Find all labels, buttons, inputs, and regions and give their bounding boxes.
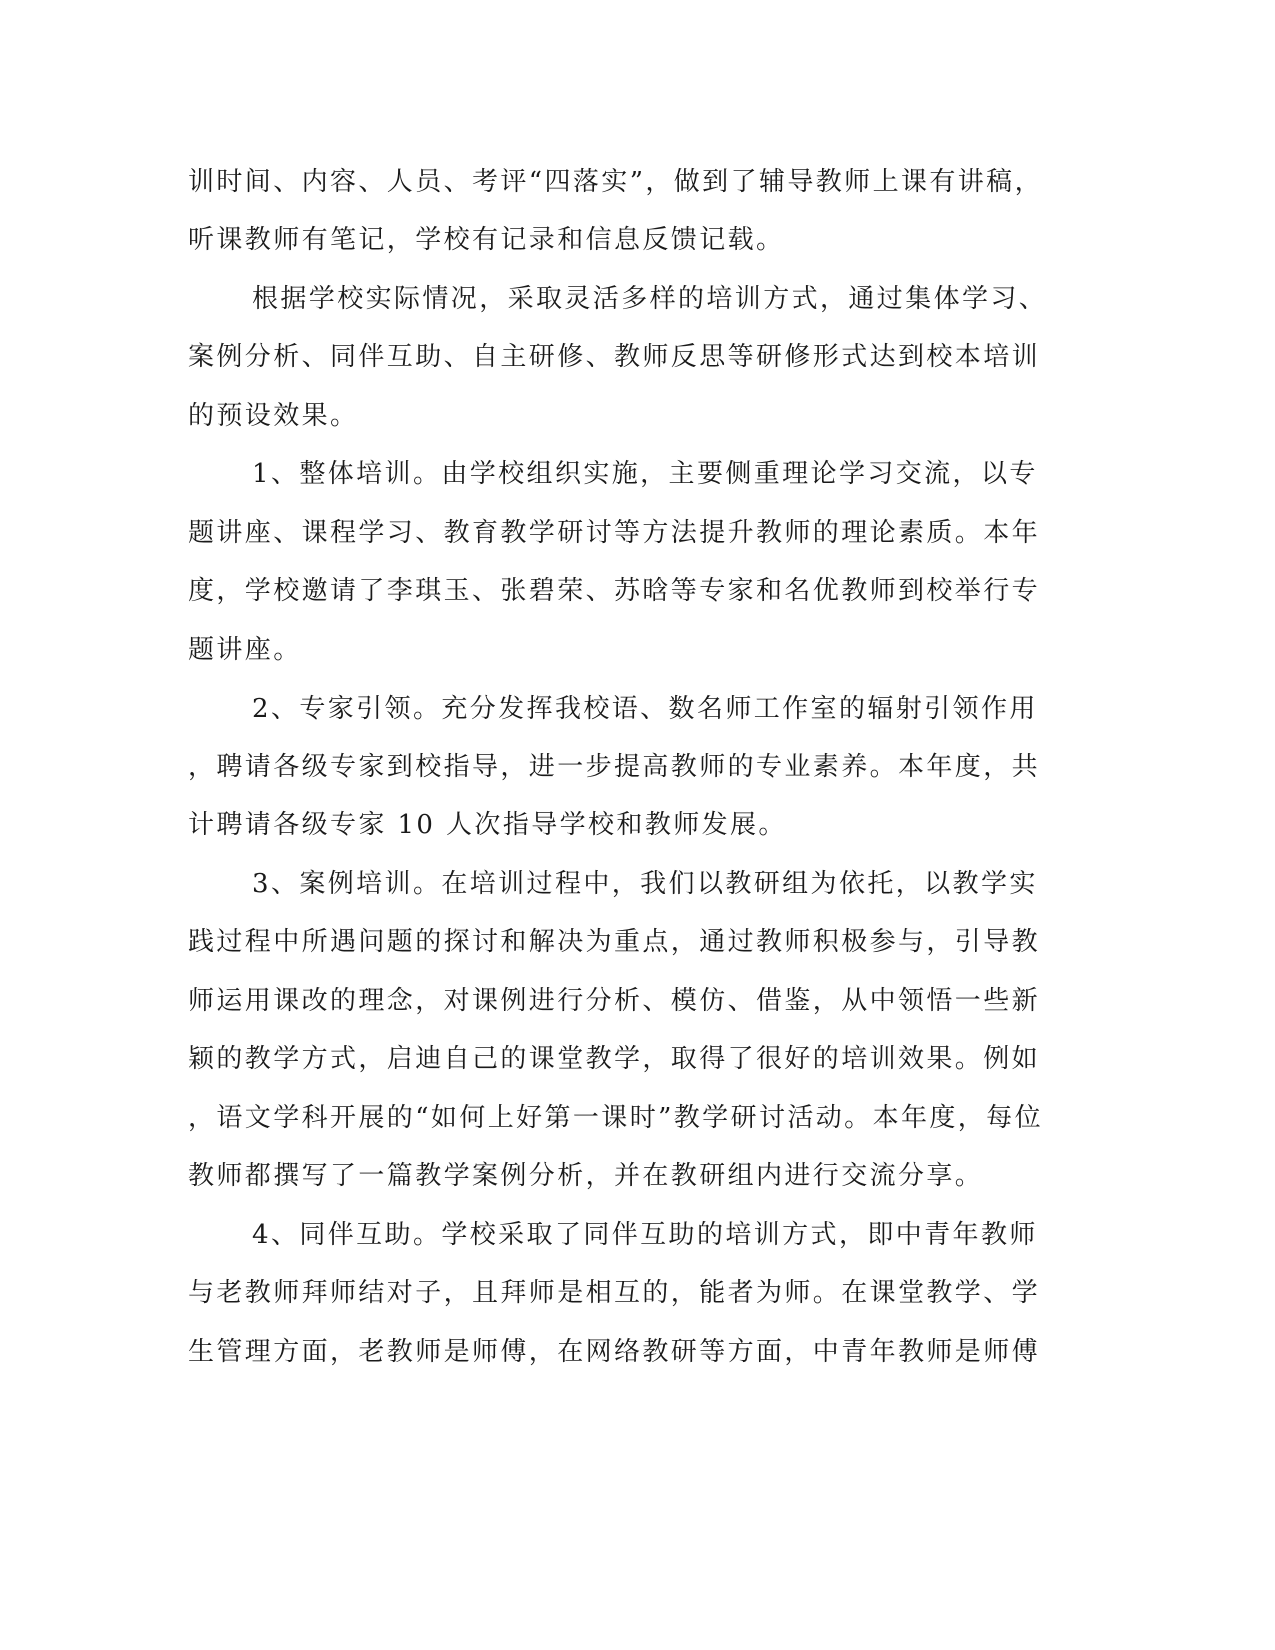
paragraph-4-line-1: 2、专家引领。充分发挥我校语、数名师工作室的辐射引领作用 <box>252 694 1038 724</box>
paragraph-4-line-2: ，聘请各级专家到校指导，进一步提高教师的专业素养。本年度，共 <box>188 752 1041 782</box>
paragraph-3-line-1: 1、整体培训。由学校组织实施，主要侧重理论学习交流，以专 <box>252 459 1038 489</box>
paragraph-2-line-2: 案例分析、同伴互助、自主研修、教师反思等研修形式达到校本培训 <box>188 342 1041 372</box>
paragraph-6-line-2: 与老教师拜师结对子，且拜师是相互的，能者为师。在课堂教学、学 <box>188 1278 1041 1308</box>
paragraph-6-line-1: 4、同伴互助。学校采取了同伴互助的培训方式，即中青年教师 <box>252 1220 1038 1250</box>
paragraph-3-line-4: 题讲座。 <box>188 635 302 665</box>
paragraph-6-line-3: 生管理方面，老教师是师傅，在网络教研等方面，中青年教师是师傅 <box>188 1337 1041 1367</box>
paragraph-5-line-6: 教师都撰写了一篇教学案例分析，并在教研组内进行交流分享。 <box>188 1161 984 1191</box>
paragraph-5-line-4: 颖的教学方式，启迪自己的课堂教学，取得了很好的培训效果。例如 <box>188 1044 1041 1074</box>
paragraph-1-line-2: 听课教师有笔记，学校有记录和信息反馈记载。 <box>188 225 785 255</box>
paragraph-3-line-2: 题讲座、课程学习、教育教学研讨等方法提升教师的理论素质。本年 <box>188 518 1041 548</box>
paragraph-5-line-5: ，语文学科开展的“如何上好第一课时”教学研讨活动。本年度，每位 <box>188 1103 1043 1133</box>
paragraph-3-line-3: 度，学校邀请了李琪玉、张碧荣、苏晗等专家和名优教师到校举行专 <box>188 576 1041 606</box>
paragraph-5-line-1: 3、案例培训。在培训过程中，我们以教研组为依托，以教学实 <box>252 869 1038 899</box>
paragraph-2-line-1: 根据学校实际情况，采取灵活多样的培训方式，通过集体学习、 <box>252 284 1048 314</box>
paragraph-1-line-1: 训时间、内容、人员、考评“四落实”，做到了辅导教师上课有讲稿， <box>188 167 1043 197</box>
paragraph-2-line-3: 的预设效果。 <box>188 401 359 431</box>
paragraph-4-line-3: 计聘请各级专家 10 人次指导学校和教师发展。 <box>188 810 787 840</box>
paragraph-5-line-3: 师运用课改的理念，对课例进行分析、模仿、借鉴，从中领悟一些新 <box>188 986 1041 1016</box>
paragraph-5-line-2: 践过程中所遇问题的探讨和解决为重点，通过教师积极参与，引导教 <box>188 927 1041 957</box>
